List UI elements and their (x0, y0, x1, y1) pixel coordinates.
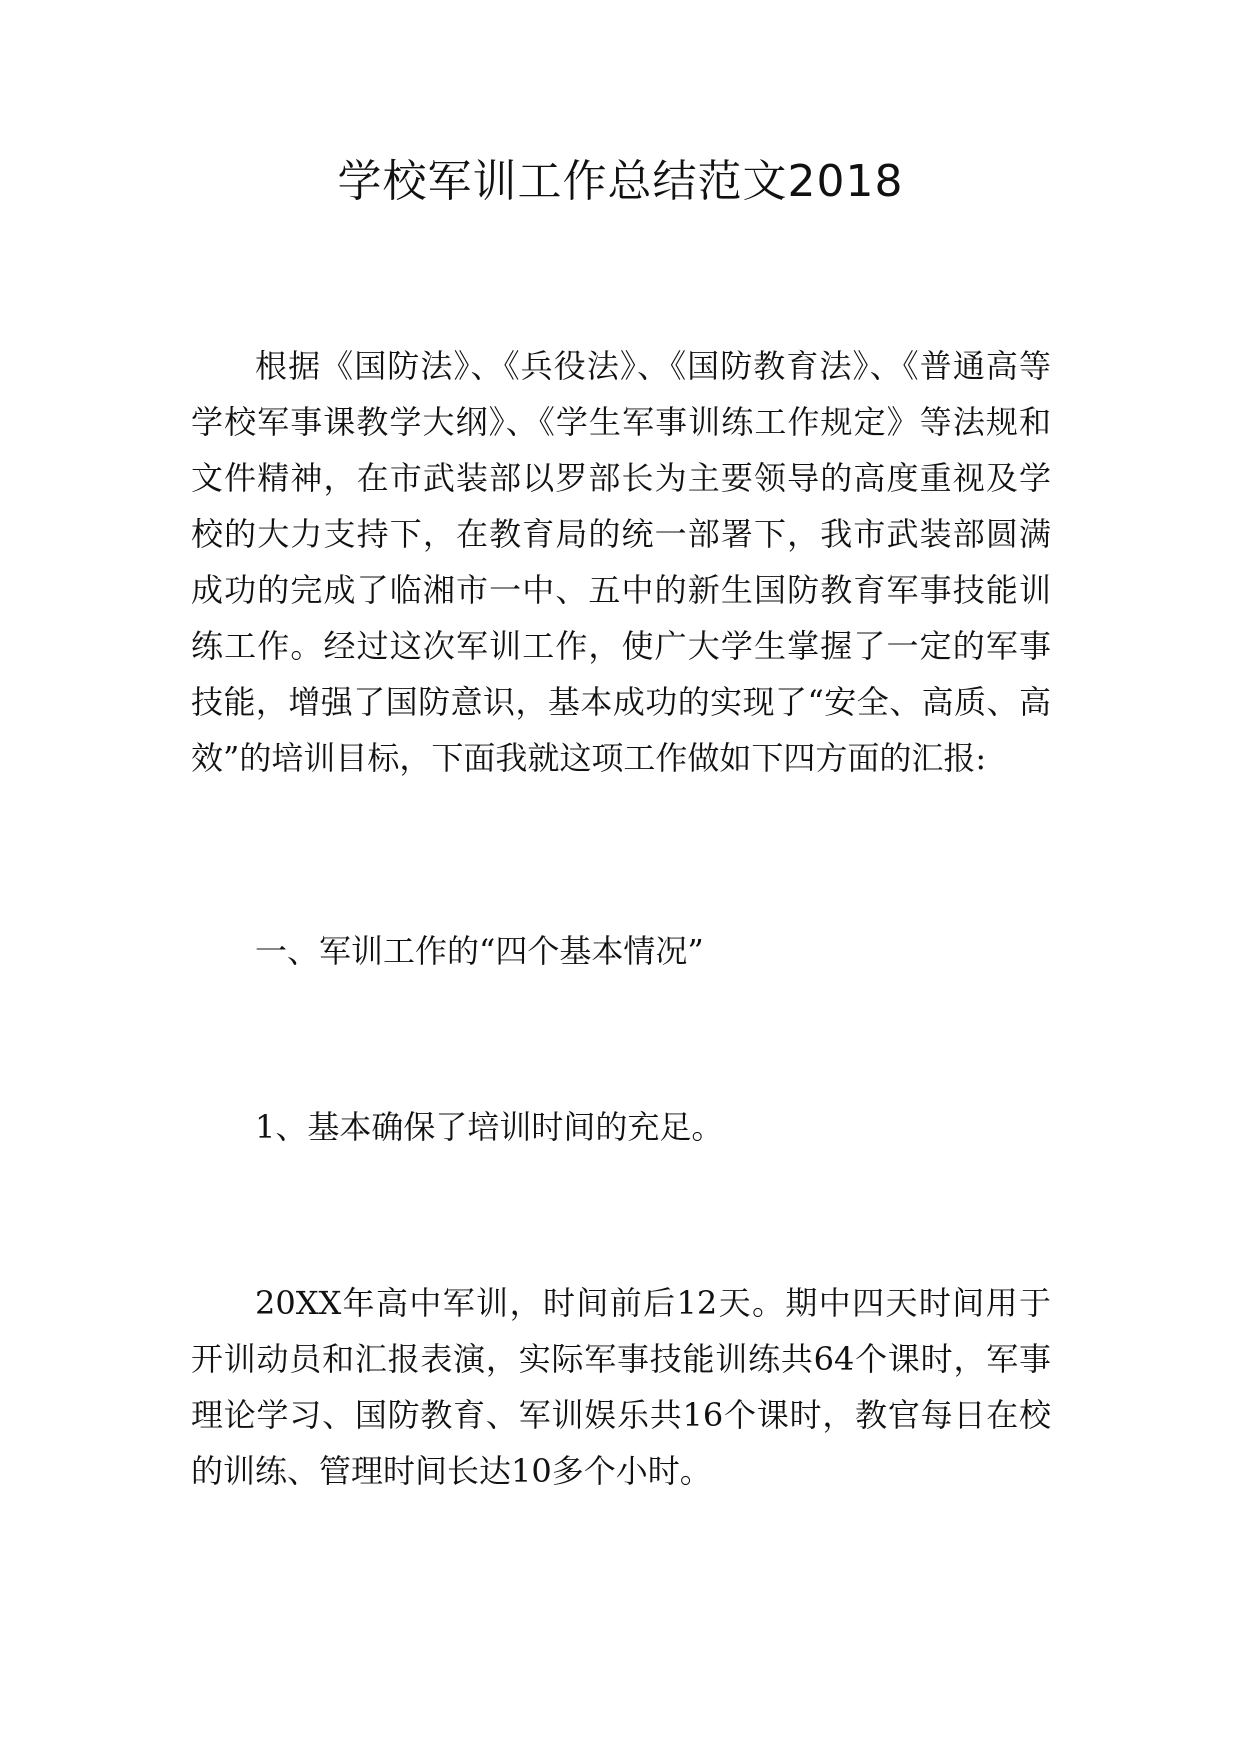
section-heading: 一、军训工作的“四个基本情况” (255, 932, 704, 970)
document-title: 学校军训工作总结范文2018 (337, 156, 904, 207)
training-time-paragraph: 20XX年高中军训，时间前后12天。期中四天时间用于开训动员和汇报表演，实际军事技能训练共64个课时，军事理论学习、国防教育、军训娱乐共16个课时，教官每日在校的训练、管理时间长达10多个小时。 (191, 1284, 1051, 1490)
intro-paragraph: 根据《国防法》、《兵役法》、《国防教育法》、《普通高等学校军事课教学大纲》、《学生军事训练工作规定》等法规和文件精神，在市武装部以罗部长为主要领导的高度重视及学校的大力支持下，在教育局的统一部署下，我市武装部圆满成功的完成了临湘市一中、五中的新生国防教育军事技能训练工作。经过这次军训工作，使广大学生掌握了一定的军事技能，增强了国防意识，基本成功的实现了“安全、高质、高效”的培训目标，下面我就这项工作做如下四方面的汇报: (191, 347, 1051, 777)
subsection-heading: 1、基本确保了培训时间的充足。 (255, 1108, 724, 1146)
